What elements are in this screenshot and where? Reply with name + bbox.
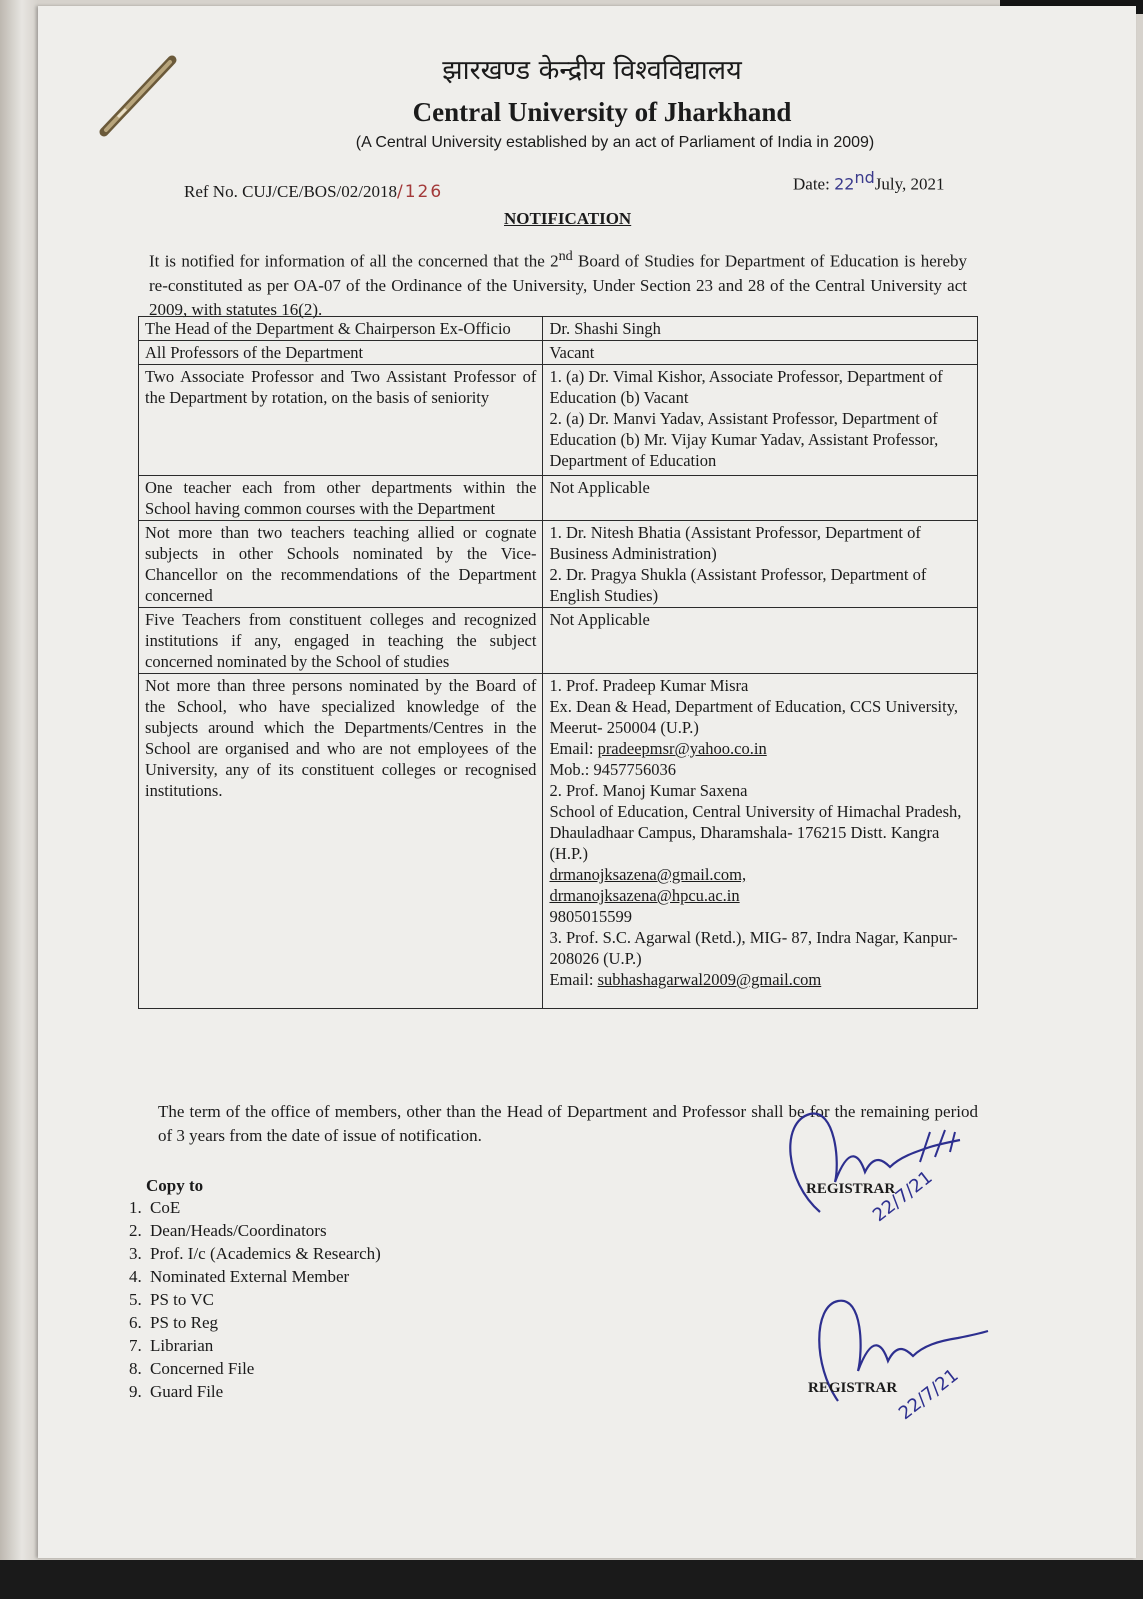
list-item: 8. Concerned File xyxy=(146,1357,381,1380)
member-category: Five Teachers from constituent colleges and recognized institutions if any, engaged in teaching the subject concerned nominated by the School of studies xyxy=(139,608,543,674)
member-category: The Head of the Department & Chairperson Ex-Officio xyxy=(139,317,543,341)
member-details xyxy=(543,365,978,476)
member-line: Not Applicable xyxy=(549,610,650,629)
member-line: Dr. Shashi Singh xyxy=(549,319,661,338)
member-line: Not Applicable xyxy=(549,478,650,497)
expert-2-email-link-2[interactable]: drmanojksazena@hpcu.ac.in xyxy=(549,886,740,905)
member-details xyxy=(543,476,978,521)
intro-superscript: nd xyxy=(558,248,573,264)
date-superscript: nd xyxy=(854,168,875,187)
reference-number xyxy=(184,182,443,202)
email-label: Email: xyxy=(549,970,598,989)
expert-3-name-address: 3. Prof. S.C. Agarwal (Retd.), MIG- 87, Indra Nagar, Kanpur- 208026 (U.P.) xyxy=(549,928,958,968)
signature-date-2: 22/7/21 xyxy=(894,1364,963,1425)
email-label: Email: xyxy=(549,739,598,758)
expert-3-email-link[interactable]: subhashagarwal2009@gmail.com xyxy=(597,970,822,989)
member-category: Two Associate Professor and Two Assistant Professor of the Department by rotation, on the basis of seniority xyxy=(139,365,543,476)
expert-1-address: Ex. Dean & Head, Department of Education, CCS University, Meerut- 250004 (U.P.) xyxy=(549,697,959,737)
date-label: Date: xyxy=(793,174,835,194)
dark-edge-bottom xyxy=(0,1560,1143,1599)
expert-1-mobile: Mob.: 9457756036 xyxy=(549,760,676,779)
date-rest: July, 2021 xyxy=(874,174,945,194)
table-row xyxy=(139,608,978,674)
issue-date xyxy=(793,168,944,195)
member-line: 2. (a) Dr. Manvi Yadav, Assistant Professor, Department of Education (b) Mr. Vijay Kumar Yadav, Assistant Professor, Department of Education xyxy=(549,409,939,470)
external-experts xyxy=(543,674,978,1009)
copy-to-heading: Copy to xyxy=(146,1176,204,1195)
member-line: 1. Dr. Nitesh Bhatia (Assistant Professor, Department of Business Administration) xyxy=(549,523,921,563)
expert-3-email-line xyxy=(549,969,971,990)
expert-1-name: 1. Prof. Pradeep Kumar Misra xyxy=(549,676,749,695)
member-details xyxy=(543,341,978,365)
table-row xyxy=(139,674,978,1009)
document-page xyxy=(38,6,1136,1558)
reference-handwritten: /126 xyxy=(397,182,444,202)
university-name: Central University of Jharkhand xyxy=(412,97,792,127)
university-subtitle: (A Central University established by an act of Parliament of India in 2009) xyxy=(355,134,875,151)
member-details xyxy=(543,521,978,608)
table-row xyxy=(139,317,978,341)
intro-paragraph xyxy=(149,244,967,322)
table-row xyxy=(139,365,978,476)
list-item: 7. Librarian xyxy=(146,1334,381,1357)
intro-text-1: It is notified for information of all the concerned that the 2 xyxy=(149,251,559,271)
table-row xyxy=(139,521,978,608)
list-item: 3. Prof. I/c (Academics & Research) xyxy=(146,1242,381,1265)
notification-heading: NOTIFICATION xyxy=(504,209,632,228)
signature-date-1: 22/7/21 xyxy=(868,1166,937,1227)
letterhead xyxy=(38,50,1136,152)
expert-2-name: 2. Prof. Manoj Kumar Saxena xyxy=(549,781,748,800)
member-category: All Professors of the Department xyxy=(139,341,543,365)
registrar-label-2: REGISTRAR xyxy=(808,1380,898,1396)
list-item: 9. Guard File xyxy=(146,1380,381,1403)
term-paragraph: The term of the office of members, other than the Head of Department and Professor shall be for the remaining period of 3 years from the date of issue of notification. xyxy=(158,1102,978,1145)
member-line: Vacant xyxy=(549,343,595,362)
list-item: 5. PS to VC xyxy=(146,1288,381,1311)
table-row xyxy=(139,476,978,521)
copy-to-list xyxy=(110,1196,381,1403)
registrar-label-1: REGISTRAR xyxy=(806,1181,896,1197)
list-item: 4. Nominated External Member xyxy=(146,1265,381,1288)
date-day: 22 xyxy=(834,174,855,194)
table-row xyxy=(139,341,978,365)
expert-1-email-line xyxy=(549,738,971,759)
member-details xyxy=(543,608,978,674)
member-line: 1. (a) Dr. Vimal Kishor, Associate Professor, Department of Education (b) Vacant xyxy=(549,367,943,407)
list-item: 1. CoE xyxy=(146,1196,381,1219)
expert-2-email-link-1[interactable]: drmanojksazena@gmail.com, xyxy=(549,865,747,884)
member-category: Not more than two teachers teaching allied or cognate subjects in other Schools nominated by the Vice-Chancellor on the recommendations of the Department concerned xyxy=(139,521,543,608)
list-item: 6. PS to Reg xyxy=(146,1311,381,1334)
member-details xyxy=(543,317,978,341)
expert-1-email-link[interactable]: pradeepmsr@yahoo.co.in xyxy=(597,739,767,758)
member-line: 2. Dr. Pragya Shukla (Assistant Professor, Department of English Studies) xyxy=(549,565,927,605)
hindi-university-name: झारखण्ड केन्द्रीय विश्वविद्यालय xyxy=(442,55,742,86)
intro-text-2: Board of Studies for Department of Education is hereby re-constituted as per OA-07 of the Ordinance of the University, Under Section 23 and 28 of the Central University act 2009, with statutes 16(2). xyxy=(149,251,967,319)
list-item: 2. Dean/Heads/Coordinators xyxy=(146,1219,381,1242)
board-of-studies-table xyxy=(138,316,978,1009)
expert-2-address: School of Education, Central University of Himachal Pradesh, Dhauladhaar Campus, Dharamshala- 176215 Distt. Kangra (H.P.) xyxy=(549,802,962,863)
member-category: Not more than three persons nominated by the Board of the School, who have specialized knowledge of the subjects around which the Departments/Centres in the School are organised and who are not employees of the University, any of its constituent colleges or recognised institutions. xyxy=(139,674,543,1009)
reference-prefix: Ref No. CUJ/CE/BOS/02/2018 xyxy=(184,182,397,201)
member-category: One teacher each from other departments within the School having common courses with the Department xyxy=(139,476,543,521)
expert-2-phone: 9805015599 xyxy=(549,907,632,926)
